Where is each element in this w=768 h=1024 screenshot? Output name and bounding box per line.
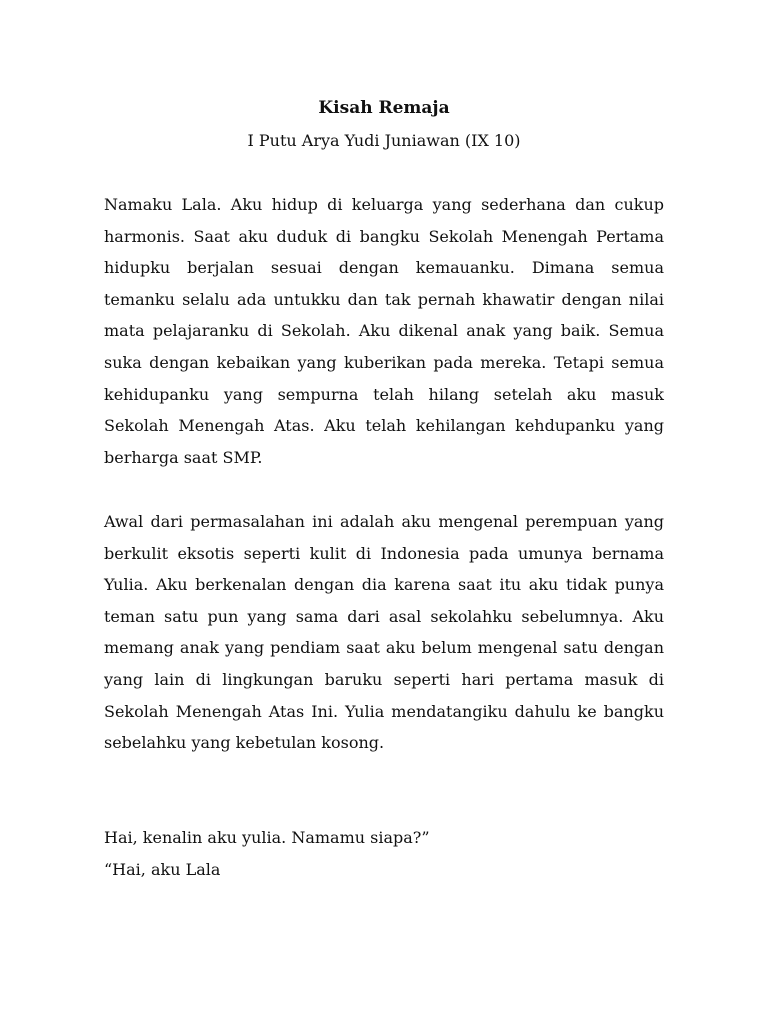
dialogue-line-2: “Hai, aku Lala (104, 860, 221, 879)
document-author: I Putu Arya Yudi Juniawan (IX 10) (247, 131, 521, 150)
dialogue-line-1: Hai, kenalin aku yulia. Namamu siapa?” (104, 828, 430, 847)
paragraph-2: Awal dari permasalahan ini adalah aku mengenal perempuan yang berkulit eksotis seperti kulit di Indonesia pada umunya bernama Yulia. Aku berkenalan dengan dia karena saat itu aku tidak punya teman satu pun yang sama dari asal sekolahku sebelumnya. Aku memang anak yang pendiam saat aku belum mengenal satu dengan yang lain di lingkungan baruku seperti hari pertama masuk di Sekolah Menengah Atas Ini. Yulia mendatangiku dahulu ke bangku sebelahku yang kebetulan kosong. (104, 512, 664, 753)
document-title: Kisah Remaja (318, 98, 450, 118)
paragraph-1: Namaku Lala. Aku hidup di keluarga yang sederhana dan cukup harmonis. Saat aku duduk di bangku Sekolah Menengah Pertama hidupku berjalan sesuai dengan kemauanku. Dimana semua temanku selalu ada untukku dan tak pernah khawatir dengan nilai mata pelajaranku di Sekolah. Aku dikenal anak yang baik. Semua suka dengan kebaikan yang kuberikan pada mereka. Tetapi semua kehidupanku yang sempurna telah hilang setelah aku masuk Sekolah Menengah Atas. Aku telah kehilangan kehdupanku yang berharga saat SMP. (104, 195, 664, 467)
